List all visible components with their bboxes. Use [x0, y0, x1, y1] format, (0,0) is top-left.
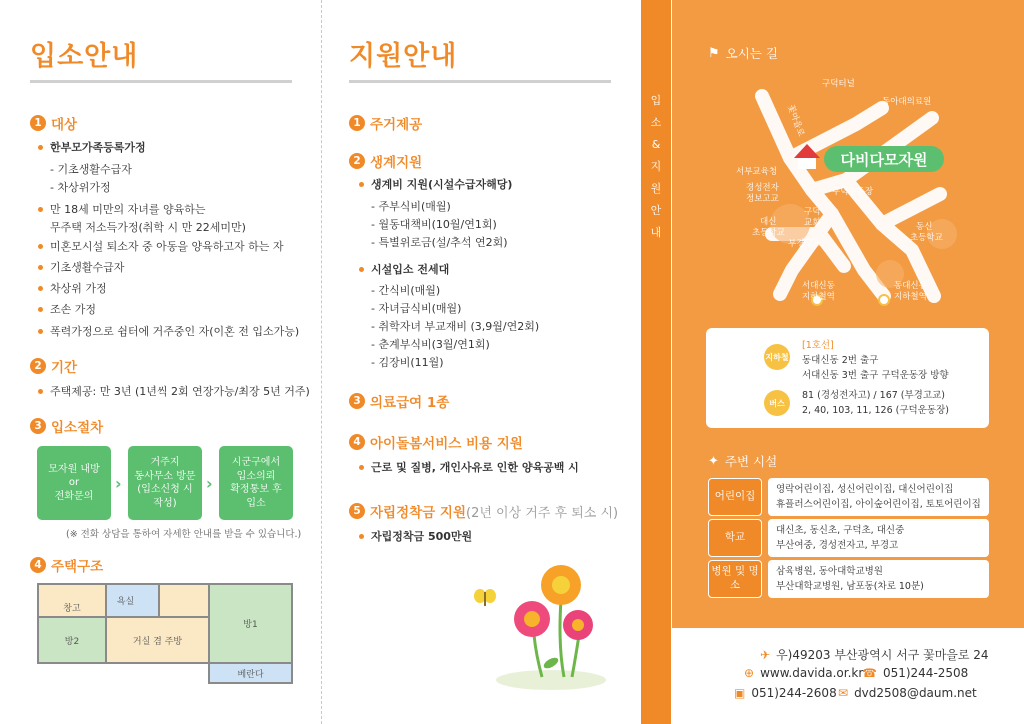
section-number: 2	[349, 153, 365, 169]
bulb-icon: ✦	[708, 453, 719, 469]
admission-panel	[0, 0, 320, 724]
section-number: 1	[349, 115, 365, 131]
section-title: 의료급여 1종	[370, 395, 450, 411]
bullet	[359, 534, 364, 539]
map-destination: 다비다모자원	[840, 151, 928, 169]
facility-value: 영락어린이집, 성신어린이집, 대신어린이집 휴플러스어린이집, 아이숲어린이집, 토토어린이집	[768, 478, 989, 516]
list-item: 조손 가정	[50, 303, 97, 316]
map-label: 대신	[760, 217, 777, 227]
website-line[interactable]: ⊕ www.davida.or.kr	[744, 666, 864, 680]
procedure-step-3: 시군구에서 입소의뢰 확정통보 후 입소	[219, 446, 293, 520]
map-label: 꽃마을로	[785, 103, 806, 138]
facilities-title: 주변 시설	[724, 454, 778, 469]
map-label: 구덕운동장	[832, 187, 874, 197]
map-label: 동대신동	[894, 281, 927, 291]
list-item: 주택제공: 만 3년 (1년씩 2회 연장가능/최장 5년 거주)	[50, 385, 310, 398]
section-number: 2	[30, 358, 46, 374]
map-label: 초등학교	[752, 228, 785, 238]
strip-char: 안	[650, 204, 662, 217]
section-settlement	[349, 501, 618, 521]
list-item: - 취학자녀 부교재비 (3,9월/연2회)	[371, 320, 540, 333]
section-number: 3	[30, 418, 46, 434]
fax-icon: ▣	[734, 686, 746, 700]
section-number: 4	[30, 557, 46, 573]
section-title: 주거제공	[370, 117, 423, 133]
flower-orange	[541, 565, 581, 605]
bullet	[38, 329, 43, 334]
room-storage: 창고	[37, 583, 107, 618]
list-item: 만 18세 미만의 자녀를 양육하는	[50, 203, 206, 216]
map-label: 경성전자	[746, 183, 779, 193]
list-item: - 주부식비(매월)	[371, 200, 451, 213]
list-item: 차상위 가정	[50, 282, 107, 295]
bullet	[38, 389, 43, 394]
section-target	[30, 113, 77, 133]
vertical-title-strip	[641, 0, 671, 724]
room-living: 거실 겸 주방	[105, 616, 210, 664]
contact-footer	[672, 628, 1024, 724]
globe-icon: ⊕	[744, 666, 755, 680]
flower-icon	[466, 555, 616, 695]
subway-text: [1호선] 동대신동 2번 출구 서대신동 3번 출구 구덕운동장 방향	[802, 340, 949, 381]
room-2: 방2	[37, 616, 107, 664]
procedure-note: (※ 전화 상담을 통하여 자세한 안내를 받을 수 있습니다.)	[66, 529, 302, 540]
list-item: - 차상위가정	[50, 181, 111, 194]
section-subtitle: (2년 이상 거주 후 퇴소 시)	[466, 505, 619, 521]
section-number: 1	[30, 115, 46, 131]
list-item: 미혼모시설 퇴소자 중 아동을 양육하고자 하는 자	[50, 240, 284, 253]
list-item: - 기초생활수급자	[50, 163, 132, 176]
transit-info	[706, 328, 989, 428]
procedure-step-1: 모자원 내방 or 전화문의	[37, 446, 111, 520]
bullet	[359, 465, 364, 470]
facilities-heading	[708, 452, 777, 470]
strip-char: &	[651, 138, 661, 151]
bullet	[38, 286, 43, 291]
section-childcare	[349, 432, 523, 452]
bullet	[38, 207, 43, 212]
map-label: 부경고교	[788, 239, 821, 249]
bullet	[359, 267, 364, 272]
facility-label: 병원 및 명소	[708, 560, 762, 598]
fax-line: ▣ 051)244-2608	[734, 686, 837, 700]
map-label: 동신	[916, 222, 933, 232]
section-housing	[349, 113, 422, 133]
section-period	[30, 356, 77, 376]
bullet	[359, 182, 364, 187]
list-item: - 월동대책비(10월/연1회)	[371, 218, 497, 231]
directions-title: 오시는 길	[725, 46, 778, 61]
signpost-icon: ⚑	[708, 45, 720, 61]
list-item: 시설입소 전세대	[371, 263, 450, 276]
room-hall	[158, 583, 210, 618]
bullet	[38, 307, 43, 312]
list-item: 생계비 지원(시설수급자해당)	[371, 178, 513, 191]
strip-char: 지	[650, 160, 662, 173]
pin-icon: ✈	[760, 647, 771, 662]
address-line: ✈ 우)49203 부산광역시 서구 꽃마을로 24	[760, 647, 989, 662]
bullet	[38, 244, 43, 249]
section-title: 입소절차	[51, 420, 104, 436]
map-label: 지하철역	[894, 292, 927, 302]
room-veranda: 베란다	[208, 662, 293, 684]
map-label: 교회	[804, 218, 821, 228]
list-item: 한부모가족등록가정	[50, 141, 146, 154]
section-title: 대상	[51, 117, 78, 133]
list-item: - 자녀급식비(매월)	[371, 302, 462, 315]
strip-char: 소	[650, 116, 662, 129]
flower-red	[563, 610, 593, 640]
mail-icon: ✉	[838, 686, 849, 700]
section-living	[349, 151, 422, 171]
section-title: 자립정착금 지원	[370, 505, 466, 521]
section-medical	[349, 391, 449, 411]
directions-heading	[708, 44, 778, 62]
facility-label: 학교	[708, 519, 762, 557]
map-label: 구덕	[804, 207, 821, 217]
section-number: 3	[349, 393, 365, 409]
section-title: 생계지원	[370, 155, 423, 171]
section-title: 아이돌봄서비스 비용 지원	[370, 436, 523, 452]
room-1: 방1	[208, 583, 293, 664]
chevron-right-icon: ›	[206, 474, 213, 493]
butterfly-icon	[473, 588, 497, 610]
directions-panel	[672, 0, 1024, 628]
list-item: - 간식비(매월)	[371, 284, 441, 297]
page-title: 지원안내	[349, 41, 458, 72]
map-label: 동아대의료원	[882, 97, 932, 107]
map-label: 서대신동	[802, 281, 835, 291]
list-item: 기초생활수급자	[50, 261, 125, 274]
phone-icon: ☎	[862, 666, 877, 680]
map-label: 정보고교	[746, 194, 779, 204]
email-line[interactable]: ✉ dvd2508@daum.net	[838, 686, 977, 700]
subway-icon: 지하철	[764, 344, 790, 370]
flower-pink	[514, 601, 550, 637]
facility-value: 대신초, 동신초, 구덕초, 대신중 부산여중, 경성전자고, 부경고	[768, 519, 989, 557]
section-number: 4	[349, 434, 365, 450]
bus-icon: 버스	[764, 390, 790, 416]
location-map	[732, 74, 1002, 314]
bus-text: 81 (경성전자고) / 167 (부경고교) 2, 40, 103, 11, 126 (구덕운동장)	[802, 390, 949, 416]
room-bath: 욕실	[105, 583, 160, 618]
list-item: 폭력가정으로 쉼터에 거주중인 자(이혼 전 입소가능)	[50, 325, 300, 338]
section-procedure	[30, 416, 103, 436]
section-title: 주택구조	[51, 559, 104, 575]
list-item: - 김장비(11월)	[371, 356, 444, 369]
section-floorplan	[30, 555, 103, 575]
title-divider	[349, 80, 611, 83]
section-number: 5	[349, 503, 365, 519]
title-divider	[30, 80, 292, 83]
phone-line: ☎ 051)244-2508	[862, 666, 969, 680]
section-title: 기간	[51, 360, 78, 376]
page-title: 입소안내	[30, 41, 139, 72]
list-item: 무주택 저소득가정(취학 시 만 22세미만)	[50, 221, 246, 234]
chevron-right-icon: ›	[115, 474, 122, 493]
facility-label: 어린이집	[708, 478, 762, 516]
list-item: - 춘계부식비(3월/연1회)	[371, 338, 490, 351]
map-label: 초등학교	[910, 233, 943, 243]
strip-char: 원	[650, 182, 662, 195]
list-item: 근로 및 질병, 개인사유로 인한 양육공백 시	[371, 461, 579, 474]
map-label: 지하철역	[802, 292, 835, 302]
strip-char: 입	[650, 94, 662, 107]
strip-char: 내	[650, 226, 662, 239]
list-item: 자립정착금 500만원	[371, 530, 473, 543]
facility-value: 삼육병원, 동아대학교병원 부산대학교병원, 남포동(차로 10분)	[768, 560, 989, 598]
map-label: 구덕터널	[822, 79, 855, 89]
bullet	[38, 145, 43, 150]
procedure-step-2: 거주지 동사무소 방문 (입소신청 시 작성)	[128, 446, 202, 520]
map-label: 서부교육청	[736, 167, 778, 177]
support-panel	[321, 0, 641, 724]
list-item: - 특별위로금(설/추석 연2회)	[371, 236, 508, 249]
bullet	[38, 265, 43, 270]
